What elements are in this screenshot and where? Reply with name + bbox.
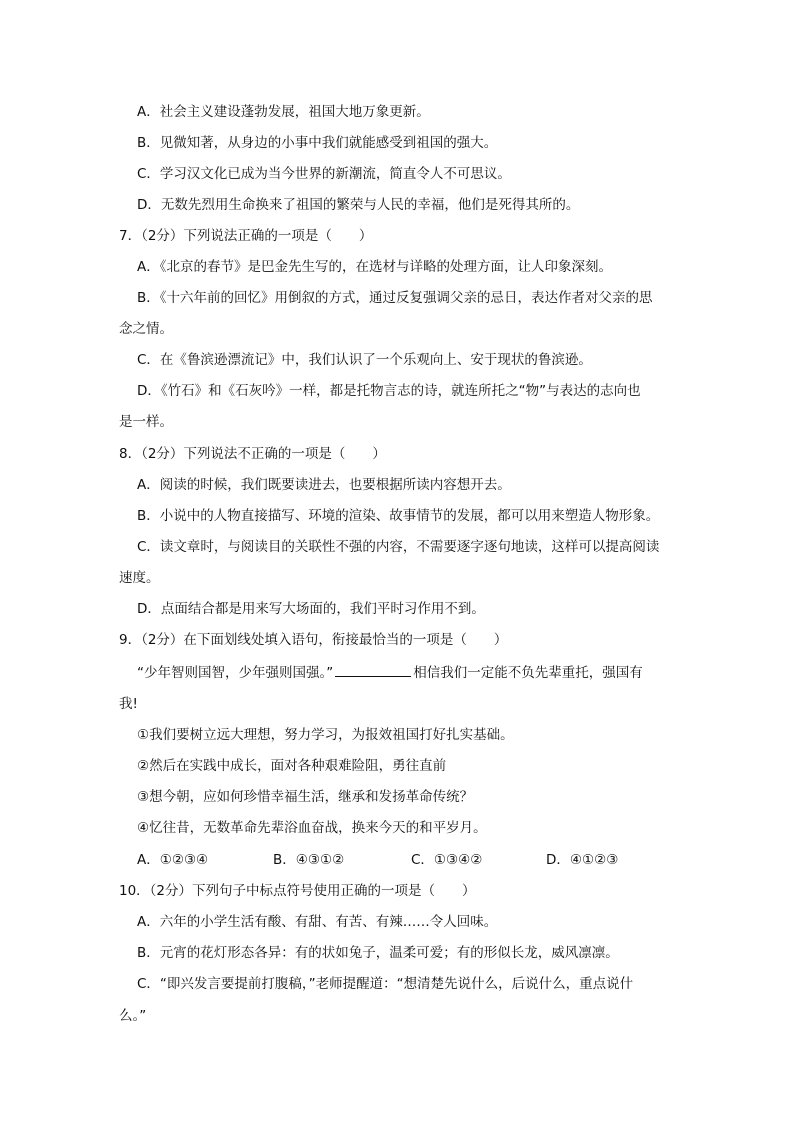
- q9-choice-d: D．④①②③: [546, 852, 619, 868]
- q9-quote-line: [137, 662, 643, 683]
- q9-quote-before: “少年智则国智，少年强则国强。”: [137, 665, 334, 681]
- q9-choice-a: A．①②③④: [137, 852, 209, 868]
- q7-stem: 7．（2分）下列说法正确的一项是（ ）: [119, 228, 373, 244]
- q9-answer-blank: [335, 662, 411, 677]
- q7-option-d-line2: 是一样。: [119, 414, 173, 430]
- q8-option-c-line1: C．读文章时，与阅读目的关联性不强的内容，不需要逐字逐句地读，这样可以提高阅读: [137, 539, 660, 555]
- q10-option-b: B．元宵的花灯形态各异：有的状如兔子，温柔可爱；有的形似长龙，威风凛凛。: [137, 945, 619, 961]
- q9-quote-after: 相信我们一定能不负先辈重托，强国有: [413, 665, 643, 681]
- q6-option-d: D．无数先烈用生命换来了祖国的繁荣与人民的幸福，他们是死得其所的。: [137, 197, 580, 213]
- q9-sentence-2: ②然后在实践中成长，面对各种艰难险阻，勇往直前: [137, 758, 447, 774]
- q6-option-c: C．学习汉文化已成为当今世界的新潮流，简直令人不可思议。: [137, 166, 511, 182]
- q8-option-c-line2: 速度。: [119, 570, 160, 586]
- q9-quote-end: 我!: [119, 696, 138, 712]
- q8-option-b: B．小说中的人物直接描写、环境的渲染、故事情节的发展，都可以用来塑造人物形象。: [137, 508, 660, 524]
- q6-option-a: A．社会主义建设蓬勃发展，祖国大地万象更新。: [137, 104, 430, 120]
- q9-stem: 9．（2分）在下面划线处填入语句，衔接最恰当的一项是（ ）: [119, 632, 508, 648]
- q9-choice-b: B．④③①②: [273, 852, 345, 868]
- q9-sentence-4: ④忆往昔，无数革命先辈浴血奋战，换来今天的和平岁月。: [137, 820, 487, 836]
- q10-option-a: A．六年的小学生活有酸、有甜、有苦、有辣……令人回味。: [137, 914, 498, 930]
- q8-stem: 8．（2分）下列说法不正确的一项是（ ）: [119, 446, 386, 462]
- q8-option-a: A．阅读的时候，我们既要读进去，也要根据所读内容想开去。: [137, 477, 511, 493]
- q10-stem: 10．（2分）下列句子中标点符号使用正确的一项是（ ）: [119, 883, 476, 899]
- q6-option-b: B．见微知著，从身边的小事中我们就能感受到祖国的强大。: [137, 135, 498, 151]
- q7-option-d-line1: D．《竹石》和《石灰吟》一样，都是托物言志的诗，就连所托之“物”与表达的志向也: [137, 383, 641, 399]
- q8-option-d: D．点面结合都是用来写大场面的，我们平时习作用不到。: [137, 601, 485, 617]
- q7-option-a: A．《北京的春节》是巴金先生写的，在选材与详略的处理方面，让人印象深刻。: [137, 259, 612, 275]
- q10-option-c-line2: 么。”: [119, 1008, 147, 1024]
- q7-option-c: C．在《鲁滨逊漂流记》中，我们认识了一个乐观向上、安于现状的鲁滨逊。: [137, 352, 592, 368]
- q7-option-b-line1: B．《十六年前的回忆》用倒叙的方式，通过反复强调父亲的忌日，表达作者对父亲的思: [137, 290, 653, 306]
- q9-sentence-1: ①我们要树立远大理想，努力学习，为报效祖国打好扎实基础。: [137, 727, 514, 743]
- q7-option-b-line2: 念之情。: [119, 321, 173, 337]
- q10-option-c-line1: C．“即兴发言要提前打腹稿，”老师提醒道：“想清楚先说什么，后说什么，重点说什: [137, 976, 634, 992]
- q9-choice-c: C．①③④②: [411, 852, 483, 868]
- q9-sentence-3: ③想今朝，应如何珍惜幸福生活，继承和发扬革命传统？: [137, 789, 474, 805]
